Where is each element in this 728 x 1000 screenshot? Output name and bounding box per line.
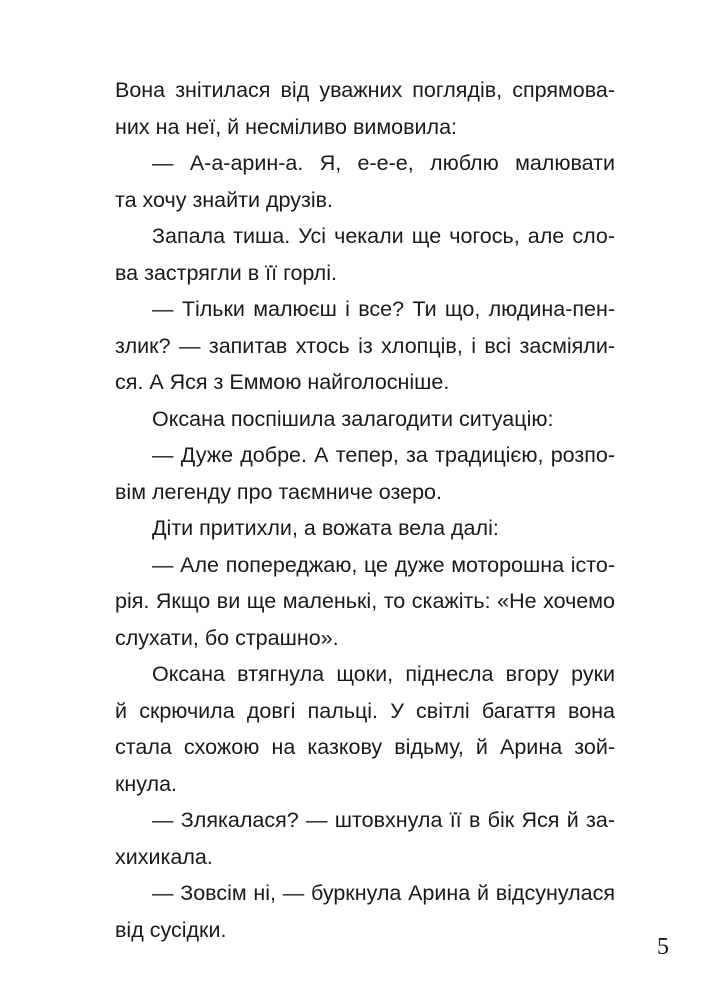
- text-line: — Але попереджаю, це дуже моторошна істо-: [152, 552, 615, 577]
- text-line: Діти притихли, а вожата вела далі:: [152, 516, 499, 540]
- text-line: вім легенду про таємниче озеро.: [115, 479, 442, 504]
- text-line: кнула.: [115, 771, 178, 796]
- page-number: 5: [657, 934, 669, 960]
- text-line: Вона знітилася від уважних поглядів, спрямова-: [115, 78, 615, 102]
- text-line: Оксана поспішила залагодити ситуацію:: [152, 406, 554, 431]
- text-line: та хочу знайти друзів.: [115, 187, 334, 212]
- text-line: — Злякалася? — штовхнула її в бік Яся й за-: [152, 808, 615, 832]
- text-line: Оксана втягнула щоки, піднесла вгору руки: [152, 662, 615, 686]
- text-line: — Дуже добре. А тепер, за традицією, розпо-: [152, 443, 615, 467]
- text-line: них на неї, й несміливо вимовила:: [115, 114, 458, 139]
- text-line: хихикала.: [115, 844, 213, 869]
- text-line: й скрючила довгі пальці. У світлі багаття вона: [115, 698, 615, 723]
- text-line: злик? — запитав хтось із хлопців, і всі засміяли-: [115, 333, 615, 358]
- text-line: рія. Якщо ви ще маленькі, то скажіть: «Не хочемо: [115, 589, 615, 613]
- text-line: — Тільки малюєш і все? Ти що, людина-пен-: [152, 297, 615, 321]
- text-line: Запала тиша. Усі чекали ще чогось, але сло-: [152, 224, 615, 248]
- text-line: слухати, бо страшно».: [115, 625, 339, 650]
- text-line: ва застрягли в її горлі.: [115, 260, 337, 285]
- text-line: стала схожою на казкову відьму, й Арина зой-: [115, 735, 615, 759]
- text-line: від сусідки.: [115, 917, 227, 942]
- body-text: [115, 76, 615, 952]
- text-line: ся. А Яся з Еммою найголосніше.: [115, 370, 450, 394]
- text-line: — А-а-арин-а. Я, е-е-е, люблю малювати: [152, 151, 615, 175]
- text-line: — Зовсім ні, — буркнула Арина й відсунулася: [152, 881, 615, 905]
